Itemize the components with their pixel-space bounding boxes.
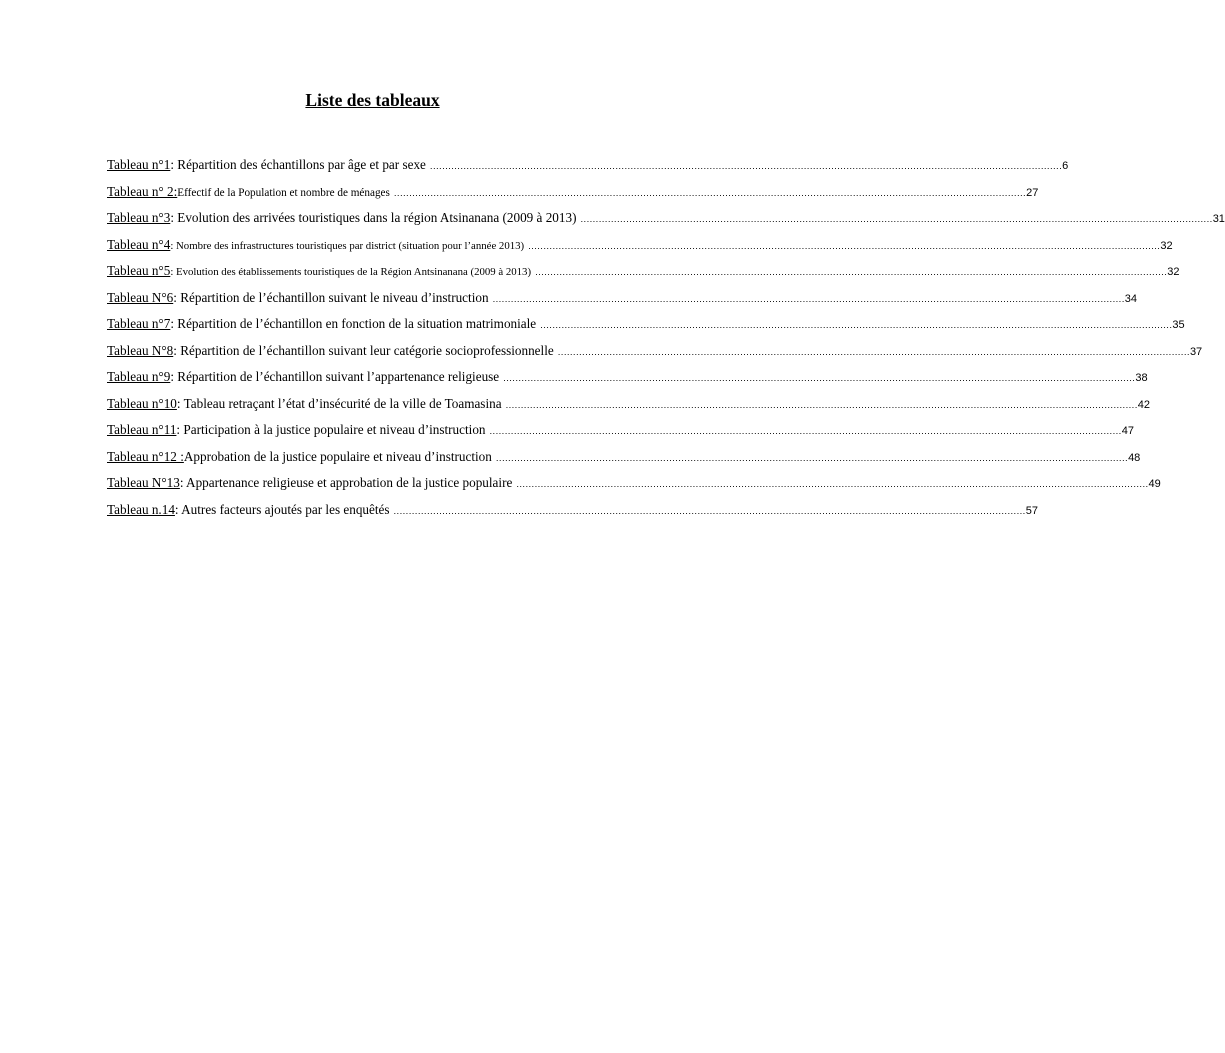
- entry-link[interactable]: Tableau n°12 :: [107, 448, 184, 464]
- list-item[interactable]: [107, 236, 1173, 264]
- dot-leader: [430, 161, 1062, 172]
- list-item[interactable]: [107, 395, 1151, 423]
- list-item[interactable]: [107, 210, 1225, 237]
- page-number: 27: [1026, 186, 1039, 199]
- dot-leader: [490, 426, 1122, 437]
- list-item[interactable]: [107, 289, 1138, 317]
- page-number: 49: [1148, 478, 1161, 490]
- page-number: 34: [1124, 292, 1138, 305]
- dot-leader: [535, 267, 1167, 278]
- list-item[interactable]: [107, 263, 1180, 290]
- list-item[interactable]: [107, 422, 1134, 449]
- entry-text: : Répartition de l’échantillon suivant leur catégorie socioprofessionnelle: [173, 342, 554, 358]
- list-item[interactable]: [107, 501, 1038, 529]
- list-item[interactable]: [107, 475, 1161, 502]
- entry-link[interactable]: Tableau n°11: [107, 422, 177, 437]
- page-number: 47: [1121, 425, 1134, 437]
- entry-link[interactable]: Tableau n°3: [107, 210, 171, 225]
- entry-link[interactable]: Tableau N°13: [107, 475, 180, 490]
- dot-leader: [558, 347, 1190, 358]
- page-number: 42: [1137, 398, 1151, 411]
- dot-leader: [496, 453, 1128, 464]
- list-item[interactable]: [107, 448, 1141, 476]
- dot-leader: [540, 320, 1172, 331]
- dot-leader: [394, 506, 1026, 517]
- dot-leader: [506, 400, 1138, 411]
- dot-leader: [516, 479, 1148, 490]
- entry-text: : Participation à la justice populaire et niveau d’instruction: [176, 422, 486, 437]
- page-number: 32: [1160, 239, 1173, 252]
- entry-text: : Tableau retraçant l’état d’insécurité de la ville de Toamasina: [176, 395, 502, 411]
- page-number: 37: [1189, 345, 1203, 358]
- entry-link[interactable]: Tableau N°6: [107, 289, 174, 305]
- page-number: 57: [1025, 504, 1038, 517]
- entry-text: : Répartition de l’échantillon en fonction de la situation matrimoniale: [170, 316, 537, 331]
- entry-link[interactable]: Tableau n°1: [107, 157, 171, 172]
- entry-link[interactable]: Tableau n.14: [107, 501, 175, 517]
- entry-link[interactable]: Tableau n°9: [107, 369, 171, 384]
- list-item[interactable]: [107, 369, 1148, 396]
- entry-text: Effectif de la Population et nombre de ménages: [177, 186, 390, 199]
- list-item[interactable]: [107, 157, 1069, 184]
- entry-link[interactable]: Tableau n°10: [107, 395, 177, 411]
- page-number: 48: [1128, 451, 1141, 464]
- entry-text: : Répartition des échantillons par âge et par sexe: [170, 157, 426, 172]
- entry-text: : Répartition de l’échantillon suivant l’appartenance religieuse: [170, 369, 500, 384]
- entry-text: : Evolution des arrivées touristiques dans la région Atsinanana (2009 à 2013): [170, 210, 577, 225]
- entry-text: : Répartition de l’échantillon suivant le niveau d’instruction: [173, 289, 489, 305]
- dot-leader: [493, 294, 1125, 305]
- page-number: 32: [1167, 266, 1180, 278]
- entry-link[interactable]: Tableau N°8: [107, 342, 174, 358]
- list-item[interactable]: [107, 342, 1203, 370]
- entry-link[interactable]: Tableau n° 2:: [107, 183, 178, 199]
- dot-leader: [528, 241, 1160, 252]
- list-item[interactable]: [107, 183, 1039, 211]
- dot-leader: [394, 188, 1026, 199]
- entry-text: : Appartenance religieuse et approbation de la justice populaire: [179, 475, 513, 490]
- entry-text: Approbation de la justice populaire et niveau d’instruction: [183, 448, 492, 464]
- list-item[interactable]: [107, 316, 1185, 343]
- table-list: [107, 157, 1225, 528]
- entry-text: : Autres facteurs ajoutés par les enquêtés: [174, 501, 390, 517]
- entry-text: : Evolution des établissements touristiques de la Région Antsinanana (2009 à 2013): [170, 266, 532, 278]
- dot-leader: [503, 373, 1135, 384]
- page-number: 35: [1172, 319, 1185, 331]
- dot-leader: [580, 214, 1212, 225]
- page-title: Liste des tableaux: [305, 90, 440, 110]
- page-number: 6: [1062, 160, 1069, 172]
- entry-link[interactable]: Tableau n°5: [107, 263, 171, 278]
- entry-text: : Nombre des infrastructures touristiques par district (situation pour l’année 2013): [170, 239, 525, 252]
- page-number: 31: [1212, 213, 1225, 225]
- entry-link[interactable]: Tableau n°4: [107, 236, 171, 252]
- entry-link[interactable]: Tableau n°7: [107, 316, 171, 331]
- page-number: 38: [1135, 372, 1148, 384]
